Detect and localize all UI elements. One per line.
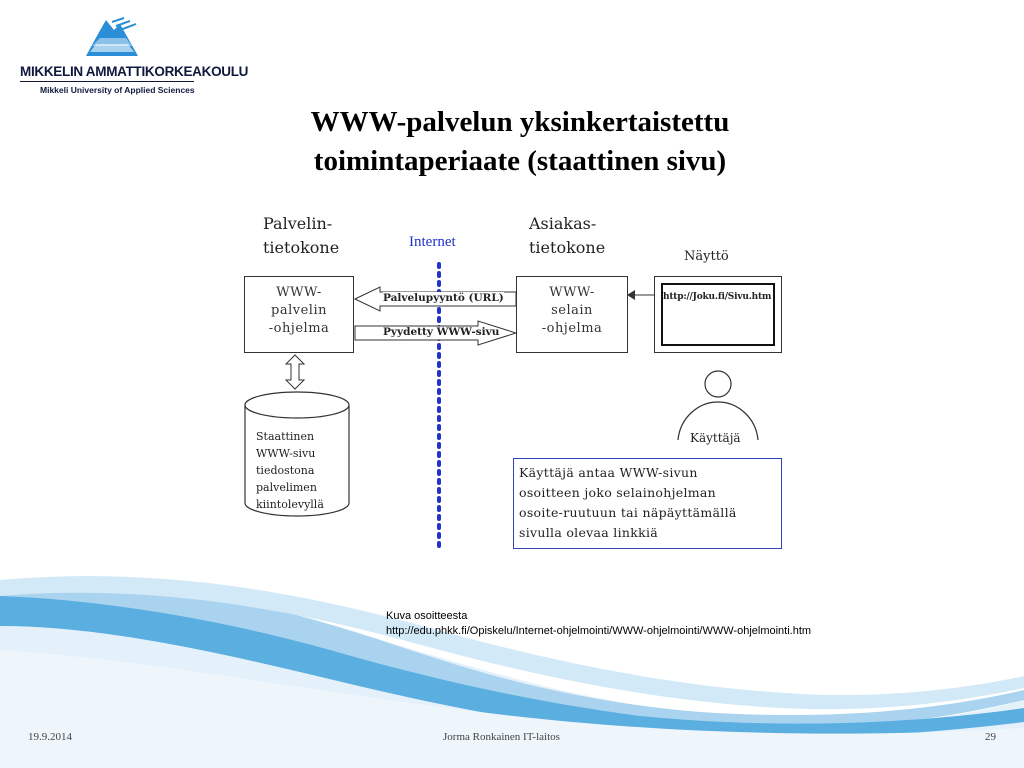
server-box-line-2: palvelin bbox=[271, 303, 327, 318]
client-heading-line-2: tietokone bbox=[529, 238, 606, 257]
source-caption-url[interactable]: http://edu.phkk.fi/Opiskelu/Internet-ohjelmointi/WWW-ohjelmointi/WWW-ohjelmointi.htm bbox=[386, 625, 812, 637]
note-line-1: Käyttäjä antaa WWW-sivun bbox=[519, 465, 698, 480]
display-monitor bbox=[654, 276, 782, 353]
server-box-line-1: WWW- bbox=[276, 285, 322, 300]
storage-line-2: WWW-sivu bbox=[256, 447, 316, 460]
note-box bbox=[513, 458, 782, 549]
note-line-3: osoite-ruutuun tai näpäyttämällä bbox=[519, 505, 737, 520]
footer-date: 19.9.2014 bbox=[28, 731, 72, 743]
storage-line-1: Staattinen bbox=[256, 430, 315, 443]
school-logo-icon bbox=[76, 16, 148, 62]
storage-line-4: palvelimen bbox=[256, 481, 317, 494]
request-arrow-label: Palvelupyyntö (URL) bbox=[383, 292, 504, 304]
server-program-box bbox=[244, 276, 354, 353]
logo-divider bbox=[20, 81, 194, 82]
internet-label: Internet bbox=[409, 234, 456, 250]
server-box-line-3: -ohjelma bbox=[268, 321, 330, 336]
browser-box-line-3: -ohjelma bbox=[541, 321, 603, 336]
screen-url-text: http://Joku.fi/Sivu.htm bbox=[663, 292, 772, 302]
school-name: MIKKELIN AMMATTIKORKEAKOULU bbox=[20, 64, 249, 79]
page-number: 29 bbox=[985, 731, 996, 743]
user-label: Käyttäjä bbox=[690, 431, 741, 445]
browser-box-line-2: selain bbox=[551, 303, 593, 318]
display-to-browser-arrow bbox=[626, 288, 656, 302]
browser-box-line-1: WWW- bbox=[549, 285, 595, 300]
client-heading-line-1: Asiakas- bbox=[529, 214, 597, 233]
slide-title-line-2: toimintaperiaate (staattinen sivu) bbox=[313, 145, 727, 177]
response-arrow-label: Pyydetty WWW-sivu bbox=[383, 326, 500, 338]
server-storage-arrow bbox=[283, 354, 307, 390]
note-line-2: osoitteen joko selainohjelman bbox=[519, 485, 717, 500]
slide-title-line-1: WWW-palvelun yksinkertaistettu bbox=[310, 106, 730, 138]
server-heading-line-1: Palvelin- bbox=[263, 214, 333, 233]
source-caption-label: Kuva osoitteesta bbox=[386, 610, 468, 622]
browser-program-box bbox=[516, 276, 628, 353]
storage-line-5: kiintolevyllä bbox=[256, 498, 324, 511]
footer-author: Jorma Ronkainen IT-laitos bbox=[443, 731, 560, 743]
note-line-4: sivulla olevaa linkkiä bbox=[519, 525, 659, 540]
school-subtitle: Mikkeli University of Applied Sciences bbox=[40, 85, 195, 95]
display-label: Näyttö bbox=[684, 249, 729, 264]
storage-line-3: tiedostona bbox=[256, 464, 315, 477]
server-heading-line-2: tietokone bbox=[263, 238, 340, 257]
